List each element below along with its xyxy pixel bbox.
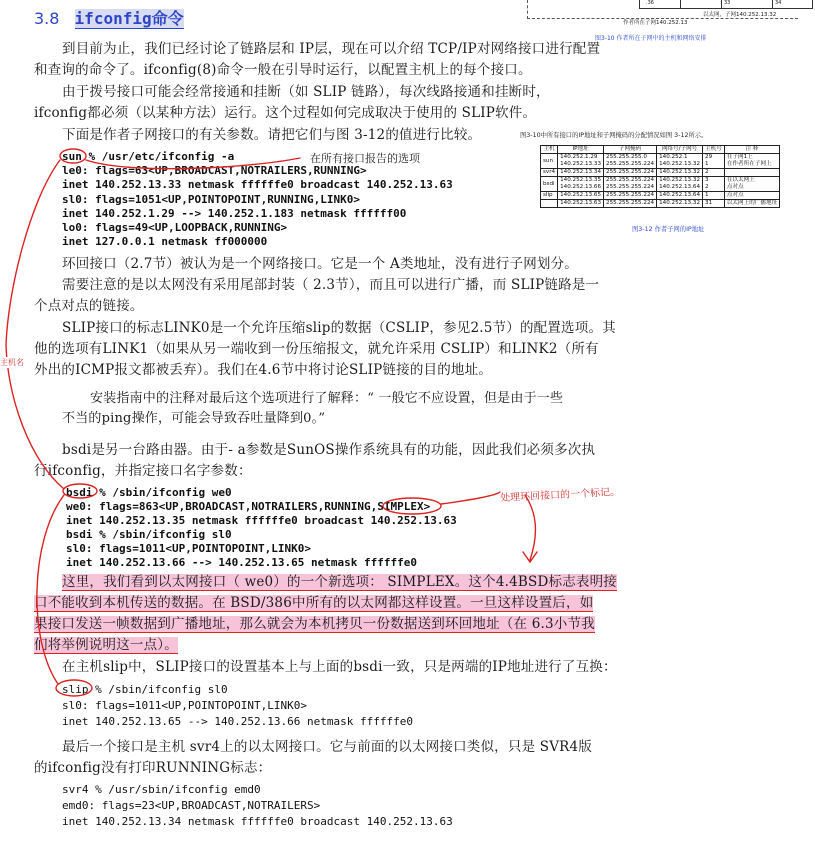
- table-cell: 140.252.1 140.252.13.32: [657, 154, 703, 169]
- paragraph-2-line-2: ifconfig都必须（以某种方法）运行。这个过程如何完成取决于使用的 SLIP软件。: [34, 105, 537, 121]
- code-line: sun % /usr/etc/ifconfig -a: [62, 150, 235, 163]
- table-cell: 255.255.255.224 255.255.255.224: [604, 177, 657, 192]
- code-line: bsdi % /sbin/ifconfig sl0: [66, 528, 232, 541]
- table-intro: 图3-10中所有接口的IP地址和子网掩码的分配情况如图 3-12所示。: [520, 132, 708, 139]
- table-cell: 140.252.13.64: [657, 192, 703, 200]
- line-simplex-to-note: [441, 492, 500, 504]
- paragraph-6-line-1: SLIP接口的标志LINK0是一个允许压缩slip的数据（CSLIP，参见2.5节）的配置选项。其: [62, 320, 616, 336]
- table-cell: 140.252.13.32: [657, 200, 703, 208]
- code-line: inet 140.252.13.35 netmask ffffffe0 broadcast 140.252.13.63: [66, 514, 457, 527]
- paragraph-6-line-3: 外出的ICMP报文都被丢弃）。我们在4.6节中将讨论SLIP链接的目的地址。: [34, 362, 493, 378]
- paragraph-10-line-1: 最后一个接口是主机 svr4上的以太网接口。它与前面的以太网接口类似，只是 SVR4版: [62, 739, 593, 755]
- code-line: inet 127.0.0.1 netmask ff000000: [62, 235, 268, 248]
- table-cell: 在子网1上 在作者所在子网上: [724, 154, 779, 169]
- highlighted-text: 果接口发送一帧数据到广播地址，那么就会为本机拷贝一份数据送到环回地址（在 6.3小节我: [34, 616, 595, 632]
- figure-label-ethernet: 以太网，子网140.252.13.32: [703, 12, 777, 18]
- table-header-cell: 主机: [541, 146, 558, 154]
- circle-slip: [56, 680, 92, 696]
- table-cell: 点对点: [724, 192, 779, 200]
- table-header-cell: 主机号: [703, 146, 725, 154]
- code-line: svr4 % /usr/sbin/ifconfig emd0: [62, 783, 261, 796]
- table-cell: 140.252.13.63: [558, 200, 604, 208]
- table-header-cell: 网络号/子网号: [657, 146, 703, 154]
- table-cell: svr4: [541, 169, 558, 177]
- code-line: sl0: flags=1011<UP,POINTOPOINT,LINK0>: [62, 699, 308, 712]
- annotation-simplex: 处理环回接口的一个标记。: [499, 486, 621, 505]
- table-header-cell: IP地址: [558, 146, 604, 154]
- paragraph-3: 下面是作者子网接口的有关参数。请把它们与图 3-12的值进行比较。: [62, 127, 482, 143]
- table-cell: 3 2: [703, 177, 725, 192]
- strip-cell-4: 34: [772, 0, 781, 8]
- table-cell: slip: [541, 192, 558, 200]
- code-line: inet 140.252.13.34 netmask ffffffe0 broadcast 140.252.13.63: [62, 815, 453, 828]
- figure-caption: 图3-10 作者所在子网中的主机和网络安排: [595, 35, 707, 42]
- table-cell: 在以太网上 点对点: [724, 177, 779, 192]
- table-cell: 255.255.255.0 255.255.255.224: [604, 154, 657, 169]
- code-line: lo0: flags=49<UP,LOOPBACK,RUNNING>: [62, 221, 288, 234]
- code-line: emd0: flags=23<UP,BROADCAST,NOTRAILERS>: [62, 799, 321, 812]
- highlighted-text: 这里，我们看到以太网接口（ we0）的一个新选项： SIMPLEX。这个4.4BSD标志表明接: [62, 574, 617, 590]
- paragraph-4: 环回接口（2.7节）被认为是一个网络接口。它是一个 A类地址，没有进行子网划分。: [62, 256, 579, 272]
- circle-simplex: [383, 498, 441, 514]
- code-line: sl0: flags=1011<UP,POINTOPOINT,LINK0>: [66, 542, 312, 555]
- section-number: 3.8: [34, 9, 60, 28]
- table-cell: bsdi: [541, 177, 558, 192]
- code-line: inet 140.252.13.33 netmask ffffffe0 broadcast 140.252.13.63: [62, 178, 453, 191]
- table-cell: 255.255.255.224: [604, 200, 657, 208]
- code-line: sl0: flags=1051<UP,POINTOPOINT,RUNNING,LINK0>: [62, 193, 361, 206]
- table-cell: 255.255.255.224: [604, 169, 657, 177]
- annotation-sun-options: 在所有接口报告的选项: [310, 152, 420, 165]
- highlighted-text: 口不能收到本机传送的数据。在 BSD/386中所有的以太网都这样设置。一旦这样设置后，如: [34, 595, 594, 611]
- code-line: inet 140.252.13.65 --> 140.252.13.66 netmask ffffffe0: [62, 715, 413, 728]
- table-cell: 140.252.13.34: [558, 169, 604, 177]
- table-caption: 图3-12 作者子网的IP地址: [632, 226, 705, 233]
- table-cell: 140.252.1.29 140.252.13.33: [558, 154, 604, 169]
- paragraph-6-line-2: 他的选项有LINK1（如果从另一端收到一份压缩报文，就允许采用 CSLIP）和LINK2（所有: [34, 341, 599, 357]
- bracket-left-lower: [37, 495, 64, 684]
- paragraph-7-line-2: 行ifconfig，并指定接口名字参数：: [34, 463, 252, 479]
- figure-label-subnet: 作者所在子网140.252.13: [623, 20, 688, 26]
- table-cell: 140.252.13.32: [657, 169, 703, 177]
- table-cell: 以太网上的广播地址: [724, 200, 779, 208]
- circle-bsdi: [63, 484, 97, 498]
- code-line: inet 140.252.13.66 --> 140.252.13.65 netmask ffffffe0: [66, 556, 417, 569]
- table-cell: sun: [541, 154, 558, 169]
- arrow-sun-to-note: [86, 158, 300, 169]
- table-cell: 31: [703, 200, 725, 208]
- paragraph-7-line-1: bsdi是另一台路由器。由于- a参数是SunOS操作系统具有的功能，因此我们必须多次执: [62, 442, 596, 458]
- table-cell: 255.255.255.224: [604, 192, 657, 200]
- annotation-margin: 主机名: [0, 358, 24, 367]
- paragraph-2-line-1: 由于拨号接口可能会经常接通和挂断（如 SLIP 链路），每次线路接通和挂断时，: [62, 84, 550, 100]
- arrow-down: [523, 495, 537, 562]
- code-line: inet 140.252.1.29 --> 140.252.1.183 netmask ffffff00: [62, 207, 407, 220]
- code-line: we0: flags=863<UP,BROADCAST,NOTRAILERS,RUNNING,SIMPLEX>: [66, 500, 431, 513]
- paragraph-10-line-2: 的ifconfig没有打印RUNNING标志：: [34, 760, 272, 776]
- code-line: bsdi % /sbin/ifconfig we0: [66, 486, 232, 499]
- highlighted-text: 们将举例说明这一点）。: [34, 637, 178, 653]
- strip-cell-1: .36: [646, 0, 654, 6]
- paragraph-5-line-2: 个点对点的链接。: [34, 298, 144, 314]
- table-cell: 2: [703, 169, 725, 177]
- strip-cell-3: 33: [724, 0, 731, 6]
- paragraph-1-line-2: 和查询的命令了。ifconfig(8)命令一般在引导时运行，以配置主机上的每个接口。: [34, 62, 532, 78]
- paragraph-1-line-1: 到目前为止，我们已经讨论了链路层和 IP层，现在可以介绍 TCP/IP对网络接口进行配置: [62, 41, 601, 57]
- table-cell: 1: [703, 192, 725, 200]
- quote-line-2: 不当的ping操作，可能会导致吞吐量降到0。”: [62, 411, 326, 426]
- table-header-cell: 注 释: [724, 146, 779, 154]
- table-cell: 140.252.13.35 140.252.13.66: [558, 177, 604, 192]
- section-title: ifconfig命令: [74, 9, 184, 28]
- circle-sun: [60, 149, 86, 163]
- quote-line-1: 安装指南中的注释对最后这个选项进行了解释：“ 一般它不应设置，但是由于一些: [90, 391, 564, 406]
- table-cell: 140.252.13.32 140.252.13.64: [657, 177, 703, 192]
- code-line: slip % /sbin/ifconfig sl0: [62, 683, 228, 696]
- table-cell: 140.252.13.65: [558, 192, 604, 200]
- table-cell: 29 1: [703, 154, 725, 169]
- table-header-cell: 子网掩码: [604, 146, 657, 154]
- bracket-left: [6, 160, 64, 489]
- paragraph-5-line-1: 需要注意的是以太网没有采用尾部封装（ 2.3节），而且可以进行广播，而 SLIP链路是一: [62, 277, 600, 293]
- code-line: le0: flags=63<UP,BROADCAST,NOTRAILERS,RUNNING>: [62, 164, 367, 177]
- paragraph-9: 在主机slip中，SLIP接口的设置基本上与上面的bsdi一致，只是两端的IP地址进行了互换：: [62, 659, 617, 675]
